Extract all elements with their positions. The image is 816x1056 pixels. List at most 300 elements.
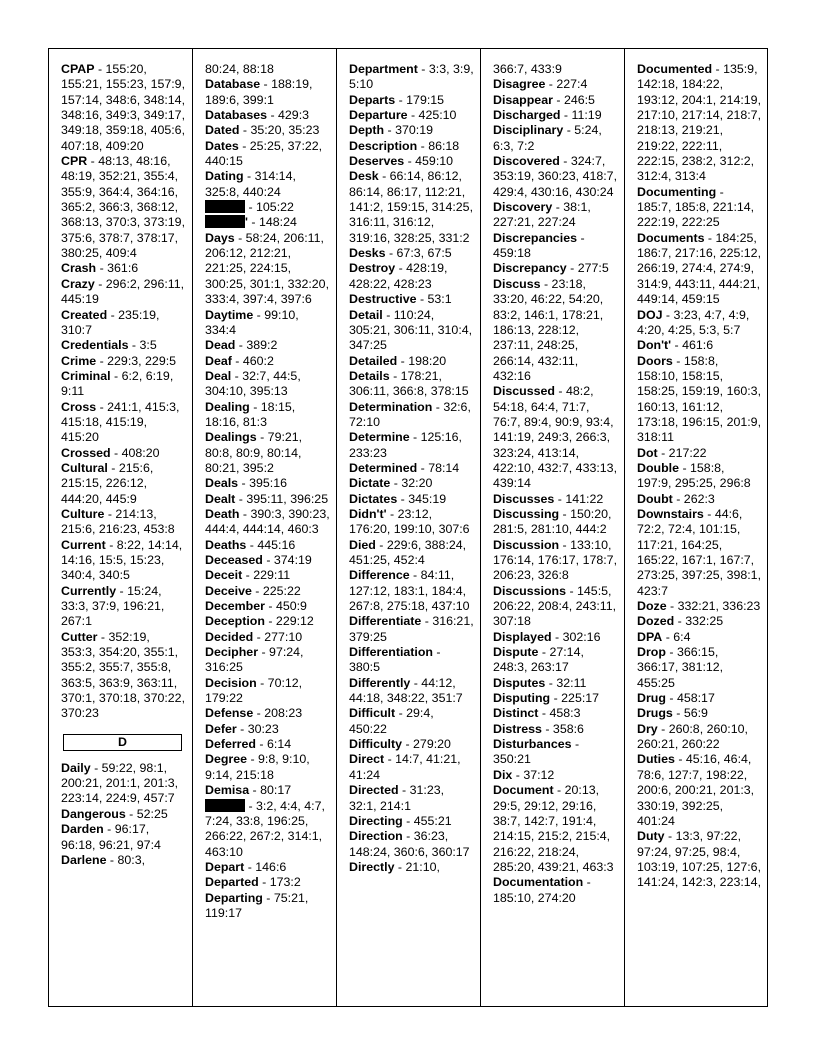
index-term: Discovery [493, 200, 553, 215]
page-line-refs: 332:25 [685, 614, 724, 629]
page-line-refs: 314:14, 325:8, 440:24 [205, 169, 296, 199]
page-line-refs: 179:15 [406, 92, 445, 107]
index-term: Cross [61, 399, 97, 414]
page-line-refs: 302:16 [562, 629, 601, 644]
page-line-refs: 229:3, 229:5 [107, 353, 177, 368]
index-term: Dealing [205, 399, 250, 414]
index-term: Discovered [493, 154, 560, 169]
index-term: Dealt [205, 491, 236, 506]
page-line-refs: 389:2 [246, 338, 278, 353]
index-term: Deferred [205, 737, 256, 752]
index-term: Determination [349, 399, 433, 414]
page-line-refs: 70:12, 179:22 [205, 675, 303, 706]
index-term: Duties [637, 752, 675, 767]
index-term: Destroy [349, 261, 396, 276]
index-entry: Drug - 458:17 [637, 691, 715, 706]
index-entry: Crossed - 408:20 [61, 445, 160, 460]
index-term: Desk [349, 169, 379, 184]
page-line-refs: 110:24, 305:21, 306:11, 310:4, 347:25 [349, 307, 473, 353]
index-entry: - 105:22 [205, 200, 330, 215]
index-entry: Documented - 135:9, 142:18, 184:22, 193:12, 204:1, 214:19, 217:10, 217:14, 218:7, 218:13, 219:21, 219:22, 222:11, 222:15, 238:2, 312:2, 312:4, 313:4 [637, 62, 762, 184]
index-entry: Differentiation - 380:5 [349, 645, 441, 675]
index-term: Directing [349, 813, 403, 828]
index-term: Deception [205, 614, 265, 629]
page-line-refs: 67:3, 67:5 [396, 246, 452, 261]
index-column-3 [337, 49, 481, 1006]
index-entry: Dead - 389:2 [205, 338, 278, 353]
page-line-refs: 48:13, 48:16, 48:19, 352:21, 355:4, 355:9, 364:4, 364:16, 365:2, 366:3, 368:12, 368:13, 370:3, 373:19, 375:6, 378:7, 378:17, 380:25, 409:4 [61, 154, 186, 261]
index-entry: Disagree - 227:4 [493, 77, 588, 92]
index-entry: Dispute - 27:14, 248:3, 263:17 [493, 645, 584, 675]
index-page-frame [48, 48, 768, 1007]
index-term: Death [205, 506, 240, 521]
index-term: Detailed [349, 353, 398, 368]
index-entry: Dangerous - 52:25 [61, 806, 168, 821]
index-entry: Discharged - 11:19 [493, 108, 602, 123]
index-term: Didn't' [349, 506, 387, 521]
index-entry: Discussing - 150:20, 281:5, 281:10, 444:2 [493, 506, 612, 537]
index-entry: Doze - 332:21, 336:23 [637, 599, 761, 614]
index-entry: December - 450:9 [205, 599, 307, 614]
index-entry: Dry - 260:8, 260:10, 260:21, 260:22 [637, 721, 748, 752]
index-term: Deaf [205, 353, 232, 368]
index-entry: Dealt - 395:11, 396:25 [205, 491, 329, 506]
page-line-refs: 390:3, 390:23, 444:4, 444:14, 460:3 [205, 506, 330, 537]
index-entry: Double - 158:8, 197:9, 295:25, 296:8 [637, 460, 751, 491]
index-term: Determine [349, 430, 410, 445]
page-line-refs: 25:25, 37:22, 440:15 [205, 138, 323, 169]
page-line-refs: 279:20 [413, 737, 451, 752]
index-term: Crossed [61, 445, 111, 460]
index-entry: DPA - 6:4 [637, 629, 691, 644]
index-entry: Daily - 59:22, 98:1, 200:21, 201:1, 201:3, 223:14, 224:9, 457:7 [61, 760, 179, 806]
page-line-refs: 8:22, 14:14, 14:16, 15:5, 15:23, 340:4, 340:5 [61, 537, 183, 583]
index-term: Dictate [349, 476, 391, 491]
index-entry: Desks - 67:3, 67:5 [349, 246, 452, 261]
page-line-refs: 366:15, 366:17, 381:12, 455:25 [637, 645, 724, 690]
index-term: Darden [61, 822, 104, 837]
page-line-refs: 29:4, 450:22 [349, 706, 434, 736]
index-column-2 [193, 49, 337, 1006]
index-term: Database [205, 77, 261, 92]
page-line-refs: 32:20 [401, 476, 433, 491]
index-entry: Dictates - 345:19 [349, 491, 447, 506]
index-entry: Disturbances - 350:21 [493, 737, 580, 767]
index-entry: Dating - 314:14, 325:8, 440:24 [205, 169, 296, 199]
index-entry: Details - 178:21, 306:11, 366:8, 378:15 [349, 368, 469, 399]
index-entry: Current - 8:22, 14:14, 14:16, 15:5, 15:23, 340:4, 340:5 [61, 537, 183, 583]
index-entry: Departure - 425:10 [349, 108, 457, 123]
page-line-refs: 135:9, 142:18, 184:22, 193:12, 204:1, 214:19, 217:10, 217:14, 218:7, 218:13, 219:21, 219:22, 222:11, 222:15, 238:2, 312:2, 312:4, 313:4 [637, 62, 762, 184]
page-line-refs: 75:21, 119:17 [205, 890, 309, 920]
index-entry: Cross - 241:1, 415:3, 415:18, 415:19, 415:20 [61, 399, 180, 445]
index-entry: Credentials - 3:5 [61, 338, 157, 353]
page-line-refs: 97:24, 316:25 [205, 645, 304, 675]
page-line-refs: 225:22 [262, 583, 301, 598]
index-term: Daily [61, 760, 91, 775]
index-term: Dix [493, 767, 513, 782]
index-entry: Direct - 14:7, 41:21, 41:24 [349, 752, 461, 782]
redaction-bar [205, 200, 245, 213]
page-line-refs: 455:21 [413, 813, 452, 828]
index-entry: Distinct - 458:3 [493, 706, 581, 721]
page-line-refs: 158:8, 158:10, 158:15, 158:25, 159:19, 160:3, 160:13, 161:12, 173:18, 196:15, 201:9, 318:11 [637, 353, 762, 445]
index-entry: Discrepancy - 277:5 [493, 261, 609, 276]
index-entry: Crash - 361:6 [61, 261, 139, 276]
page-line-refs: 32:11 [556, 675, 587, 690]
index-entry: Destructive - 53:1 [349, 292, 452, 307]
page-line-refs: 316:21, 379:25 [349, 614, 474, 644]
page-line-refs: 155:20, 155:21, 155:23, 157:9, 157:14, 348:6, 348:14, 348:16, 349:3, 349:17, 349:18, 359:18, 405:6, 407:18, 409:20 [61, 62, 186, 153]
index-entry: Decided - 277:10 [205, 629, 303, 644]
page-line-refs: 99:10, 334:4 [205, 307, 299, 337]
index-term: Direction [349, 829, 403, 844]
index-term: Disputing [493, 691, 551, 706]
redaction-bar [205, 799, 245, 812]
index-term: Deal [205, 368, 232, 383]
index-entry: Directing - 455:21 [349, 813, 452, 828]
index-term: Deals [205, 476, 239, 491]
index-term: Discusses [493, 491, 555, 506]
page-line-refs: 277:10 [264, 629, 303, 644]
index-entry: Don't' - 461:6 [637, 338, 714, 353]
page-line-refs: 133:10, 176:14, 176:17, 178:7, 206:23, 326:8 [493, 537, 618, 583]
index-term: Departed [205, 875, 259, 890]
page-line-refs: 20:13, 29:5, 29:12, 29:16, 38:7, 142:7, 191:4, 214:15, 215:2, 215:4, 216:22, 218:24, 285:20, 439:21, 463:3 [493, 783, 614, 874]
index-term: Directly [349, 859, 395, 874]
index-entry: Difficulty - 279:20 [349, 737, 451, 752]
page-line-refs: 31:23, 32:1, 214:1 [349, 783, 445, 813]
index-entry: Destroy - 428:19, 428:22, 428:23 [349, 261, 448, 291]
index-entry: Discussed - 48:2, 54:18, 64:4, 71:7, 76:7, 89:4, 90:9, 93:4, 141:19, 249:3, 266:3, 323:24, 413:14, 422:10, 432:7, 433:13, 439:14 [493, 384, 618, 491]
index-term: Drugs [637, 706, 673, 721]
index-entry: Drop - 366:15, 366:17, 381:12, 455:25 [637, 645, 724, 690]
page-line-refs: 3:3, 3:9, 5:10 [349, 62, 474, 92]
index-entry: Determination - 32:6, 72:10 [349, 399, 471, 429]
index-term: Disturbances [493, 737, 572, 752]
page-line-refs: 227:4 [556, 77, 588, 92]
index-entry: Demisa - 80:17 [205, 783, 292, 798]
index-term: Documenting [637, 184, 717, 199]
page-line-refs: 6:14 [266, 737, 292, 752]
page-line-refs: 146:6 [255, 859, 287, 874]
index-entry: Depth - 370:19 [349, 123, 434, 138]
index-entry: Dozed - 332:25 [637, 614, 724, 629]
index-term: Disagree [493, 77, 546, 92]
index-term: Currently [61, 583, 117, 598]
page-line-refs: 214:13, 215:6, 216:23, 453:8 [61, 506, 175, 537]
index-term: Decision [205, 675, 257, 690]
page-line-refs: 458:3 [549, 706, 581, 721]
index-term: Dot [637, 445, 658, 460]
index-term: Differentiation [349, 645, 433, 660]
page-line-refs: 361:6 [107, 261, 139, 276]
page-line-refs: 96:17, 96:18, 96:21, 97:4 [61, 822, 161, 852]
index-term: Double [637, 460, 679, 475]
page-line-refs: 235:19, 310:7 [61, 307, 160, 337]
page-line-refs: 52:25 [136, 806, 168, 821]
index-term: Departs [349, 92, 396, 107]
index-entry: Difficult - 29:4, 450:22 [349, 706, 434, 736]
index-term: Don't' [637, 338, 672, 353]
index-term: Dispute [493, 645, 539, 660]
index-term: Difficult [349, 706, 396, 721]
index-entry: Cutter - 352:19, 353:3, 354:20, 355:1, 355:2, 355:7, 355:8, 363:5, 363:9, 363:11, 370:1, 370:18, 370:22, 370:23 [61, 629, 186, 721]
page-line-refs: 277:5 [577, 261, 609, 276]
page-line-refs: 21:10, [405, 859, 440, 874]
index-entry: Cultural - 215:6, 215:15, 226:12, 444:20, 445:9 [61, 460, 154, 506]
index-entry: Defer - 30:23 [205, 721, 279, 736]
page-line-refs: 184:25, 186:7, 217:16, 225:12, 266:19, 274:4, 274:9, 314:9, 443:11, 444:21, 449:14, 459:15 [637, 230, 762, 307]
index-term: December [205, 599, 265, 614]
index-term: Degree [205, 752, 248, 767]
page-line-refs: 198:20 [408, 353, 447, 368]
index-term: Destructive [349, 292, 417, 307]
index-entry: Dot - 217:22 [637, 445, 707, 460]
page-line-refs: 408:20 [121, 445, 160, 460]
index-term: Disputes [493, 675, 546, 690]
page-line-refs: 429:3 [278, 108, 310, 123]
index-entry: Discusses - 141:22 [493, 491, 604, 506]
page-line-refs: 45:16, 46:4, 78:6, 127:7, 198:22, 200:6, 200:21, 201:3, 330:19, 392:25, 401:24 [637, 752, 755, 828]
page-line-refs: 262:3 [683, 491, 715, 506]
index-term: Department [349, 62, 418, 76]
index-term: Downstairs [637, 506, 704, 521]
index-term: Darlene [61, 852, 107, 867]
index-entry: Doubt - 262:3 [637, 491, 715, 506]
page-line-refs: 30:23 [247, 721, 279, 736]
index-entry: CPR - 48:13, 48:16, 48:19, 352:21, 355:4, 355:9, 364:4, 364:16, 365:2, 366:3, 368:12, 368:13, 370:3, 373:19, 375:6, 378:7, 378:17, 380:25, 409:4 [61, 154, 186, 261]
page-line-refs: 450:9 [275, 599, 307, 614]
page-line-refs: 18:15, 18:16, 81:3 [205, 399, 296, 429]
page-line-refs: 37:12 [523, 767, 555, 782]
index-entry [493, 62, 618, 77]
page-line-refs: 23:18, 33:20, 46:22, 54:20, 83:2, 146:1, 178:21, 186:13, 228:12, 237:11, 248:25, 266:14, 432:11, 432:16 [493, 276, 604, 383]
page-line-refs: 428:19, 428:22, 428:23 [349, 261, 448, 291]
page-line-refs: 460:2 [242, 353, 274, 368]
index-term: Drug [637, 691, 666, 706]
page-line-refs: 59:22, 98:1, 200:21, 201:1, 201:3, 223:14, 224:9, 457:7 [61, 760, 179, 806]
page-line-refs: 345:19 [408, 491, 447, 506]
page-line-refs: 380:5 [349, 660, 381, 675]
page-line-refs: 217:22 [668, 445, 707, 460]
index-term: Discuss [493, 276, 541, 291]
index-entry: Culture - 214:13, 215:6, 216:23, 453:8 [61, 506, 175, 537]
index-entry: Deaf - 460:2 [205, 353, 274, 368]
index-entry: Crime - 229:3, 229:5 [61, 353, 177, 368]
index-term: Decipher [205, 645, 259, 660]
index-term: Days [205, 230, 235, 245]
index-entry: Darlene - 80:3, [61, 852, 146, 867]
page-line-refs: 11:19 [571, 108, 602, 123]
index-term: Discussing [493, 506, 560, 521]
index-term: Decided [205, 629, 254, 644]
index-entry: Discrepancies - 459:18 [493, 230, 585, 261]
page-line-refs: 358:6 [552, 721, 584, 736]
index-term: Discussions [493, 583, 566, 598]
index-entry: Displayed - 302:16 [493, 629, 601, 644]
index-entry: CPAP - 155:20, 155:21, 155:23, 157:9, 157:14, 348:6, 348:14, 348:16, 349:3, 349:17, 349:18, 359:18, 405:6, 407:18, 409:20 [61, 62, 186, 153]
index-term: Difficulty [349, 737, 403, 752]
page-line-refs: 148:24 [258, 215, 297, 230]
index-term: Crash [61, 261, 97, 276]
index-term: ' [245, 215, 248, 230]
index-entry: Department - 3:3, 3:9, 5:10 [349, 62, 474, 92]
index-entry: Deaths - 445:16 [205, 537, 296, 552]
index-term: Discussion [493, 537, 560, 552]
page-line-refs: 188:19, 189:6, 399:1 [205, 77, 313, 107]
page-line-refs: 35:20, 35:23 [250, 123, 320, 138]
page-line-refs: 229:6, 388:24, 451:25, 452:4 [349, 537, 467, 567]
index-entry: Disappear - 246:5 [493, 92, 595, 107]
index-entry: Discovery - 38:1, 227:21, 227:24 [493, 200, 591, 230]
index-term: Dry [637, 721, 658, 736]
index-entry: Dictate - 32:20 [349, 476, 433, 491]
index-entry: Database - 188:19, 189:6, 399:1 [205, 77, 313, 107]
index-entry: Defense - 208:23 [205, 706, 303, 721]
index-entry: Degree - 9:8, 9:10, 9:14, 215:18 [205, 752, 310, 782]
index-entry: Discuss - 23:18, 33:20, 46:22, 54:20, 83:2, 146:1, 178:21, 186:13, 228:12, 237:11, 248:25, 266:14, 432:11, 432:16 [493, 276, 604, 383]
index-entry: Duty - 13:3, 97:22, 97:24, 97:25, 98:4, 103:19, 107:25, 127:6, 141:24, 142:3, 223:14, [637, 829, 762, 890]
index-term: Cultural [61, 460, 108, 475]
index-term: Doors [637, 353, 673, 368]
index-entry: Criminal - 6:2, 6:19, 9:11 [61, 368, 174, 399]
page-line-refs: 352:19, 353:3, 354:20, 355:1, 355:2, 355:7, 355:8, 363:5, 363:9, 363:11, 370:1, 370:18, 370:22, 370:23 [61, 629, 186, 721]
index-term: Dangerous [61, 806, 126, 821]
page-line-refs: 38:1, 227:21, 227:24 [493, 200, 591, 230]
page-line-refs: 3:2, 4:4, 4:7, 7:24, 33:8, 196:25, 266:22, 267:2, 314:1, 463:10 [205, 798, 325, 859]
index-term: CPAP [61, 62, 95, 76]
index-entry: Departing - 75:21, 119:17 [205, 890, 309, 920]
index-entry: Deals - 395:16 [205, 476, 287, 491]
index-term: Discrepancy [493, 261, 567, 276]
index-term: Direct [349, 752, 385, 767]
index-term: Cutter [61, 629, 98, 644]
index-term: Duty [637, 829, 665, 844]
index-entry: Depart - 146:6 [205, 859, 287, 874]
page-line-refs: 350:21 [493, 752, 531, 767]
index-entry: Downstairs - 44:6, 72:2, 72:4, 101:15, 117:21, 164:25, 165:22, 167:1, 167:7, 273:25, 397:25, 398:1, 423:7 [637, 506, 762, 598]
index-term: Died [349, 537, 376, 552]
index-term: Differently [349, 675, 411, 690]
index-term: Dictates [349, 491, 398, 506]
page-line-refs: 80:24, 88:18 [205, 62, 274, 76]
index-entry: Doors - 158:8, 158:10, 158:15, 158:25, 159:19, 160:3, 160:13, 161:12, 173:18, 196:15, 201:9, 318:11 [637, 353, 762, 445]
page-line-refs: 78:14 [428, 460, 460, 475]
index-entry: Directly - 21:10, [349, 859, 440, 874]
page-line-refs: 6:2, 6:19, 9:11 [61, 368, 174, 399]
index-term: Departure [349, 108, 408, 123]
page-line-refs: 5:24, 6:3, 7:2 [493, 123, 602, 153]
page-line-refs: 225:17 [561, 691, 600, 706]
index-term: Doubt [637, 491, 673, 506]
page-line-refs: 56:9 [683, 706, 708, 721]
page-line-refs: 141:22 [565, 491, 604, 506]
index-entry: Disputing - 225:17 [493, 691, 600, 706]
page-line-refs: 215:6, 215:15, 226:12, 444:20, 445:9 [61, 460, 154, 506]
index-term: Daytime [205, 307, 254, 322]
page-line-refs: 246:5 [563, 92, 595, 107]
page-line-refs: 3:23, 4:7, 4:9, 4:20, 4:25, 5:3, 5:7 [637, 307, 750, 337]
page-line-refs: 14:7, 41:21, 41:24 [349, 752, 461, 782]
index-term: Crazy [61, 276, 95, 291]
page-line-refs: 80:17 [260, 783, 292, 798]
page-line-refs: 366:7, 433:9 [493, 62, 562, 76]
index-term: Directed [349, 783, 399, 798]
index-term: Created [61, 307, 108, 322]
index-entry: Discussions - 145:5, 206:22, 208:4, 243:11, 307:18 [493, 583, 617, 629]
page-line-refs: 158:8, 197:9, 295:25, 296:8 [637, 460, 751, 491]
index-entry: Departed - 173:2 [205, 875, 301, 890]
index-entry: Disciplinary - 5:24, 6:3, 7:2 [493, 123, 602, 153]
index-term: Determined [349, 460, 418, 475]
index-entry: Deception - 229:12 [205, 614, 314, 629]
index-term: Discharged [493, 108, 561, 123]
page-line-refs: 425:10 [418, 108, 457, 123]
index-entry: Duties - 45:16, 46:4, 78:6, 127:7, 198:22, 200:6, 200:21, 201:3, 330:19, 392:25, 401:24 [637, 752, 755, 828]
index-term: Depart [205, 859, 245, 874]
index-entry: Daytime - 99:10, 334:4 [205, 307, 299, 337]
index-term: Description [349, 138, 418, 153]
page-line-refs: 80:3, [117, 852, 146, 867]
page-line-refs: 296:2, 296:11, 445:19 [61, 276, 185, 307]
index-entry: Deceased - 374:19 [205, 553, 312, 567]
index-term: Documents [637, 230, 705, 245]
page-line-refs: 461:6 [682, 338, 714, 353]
index-term: Culture [61, 506, 105, 521]
index-entry: Direction - 36:23, 148:24, 360:6, 360:17 [349, 829, 470, 859]
page-line-refs: 374:19 [273, 553, 312, 567]
index-term: Deserves [349, 154, 405, 169]
page-line-refs: 458:17 [676, 691, 715, 706]
index-entry: Determined - 78:14 [349, 460, 460, 475]
index-term: Credentials [61, 338, 129, 353]
index-term: Databases [205, 108, 267, 123]
index-entry: Created - 235:19, 310:7 [61, 307, 160, 337]
index-entry: Deserves - 459:10 [349, 154, 454, 169]
page-line-refs: 27:14, 248:3, 263:17 [493, 645, 584, 675]
page-line-refs: 445:16 [257, 537, 296, 552]
index-entry: Distress - 358:6 [493, 721, 584, 736]
index-entry: Deceit - 229:11 [205, 568, 291, 583]
index-term: Distress [493, 721, 542, 736]
page-line-refs: 44:12, 44:18, 348:22, 351:7 [349, 675, 463, 706]
index-entry: Databases - 429:3 [205, 108, 310, 123]
index-term: Disappear [493, 92, 553, 107]
index-entry: ' - 148:24 [205, 215, 330, 230]
index-entry: Documentation - 185:10, 274:20 [493, 875, 591, 905]
page-line-refs: 260:8, 260:10, 260:21, 260:22 [637, 721, 748, 752]
index-entry: Discovered - 324:7, 353:19, 360:23, 418:7, 429:4, 430:16, 430:24 [493, 154, 618, 199]
index-entry: Deal - 32:7, 44:5, 304:10, 395:13 [205, 368, 301, 399]
index-entry: Currently - 15:24, 33:3, 37:9, 196:21, 267:1 [61, 583, 165, 629]
index-term: Defense [205, 706, 254, 721]
index-entry: Disputes - 32:11 [493, 675, 587, 690]
page-line-refs: 6:4 [673, 629, 691, 644]
page-line-refs: 23:12, 176:20, 199:10, 307:6 [349, 506, 470, 537]
section-header: D [63, 734, 182, 751]
index-column-4 [481, 49, 625, 1006]
index-entry: - 3:2, 4:4, 4:7, 7:24, 33:8, 196:25, 266:22, 267:2, 314:1, 463:10 [205, 798, 325, 859]
index-term: Defer [205, 721, 237, 736]
index-term: Detail [349, 307, 383, 322]
page-line-refs: 229:12 [275, 614, 314, 629]
page-line-refs: 105:22 [256, 200, 294, 215]
page-line-refs: 332:21, 336:23 [677, 599, 761, 614]
index-entry: Dealing - 18:15, 18:16, 81:3 [205, 399, 296, 429]
index-entry: Dealings - 79:21, 80:8, 80:9, 80:14, 80:21, 395:2 [205, 430, 303, 475]
index-term: Documented [637, 62, 713, 76]
